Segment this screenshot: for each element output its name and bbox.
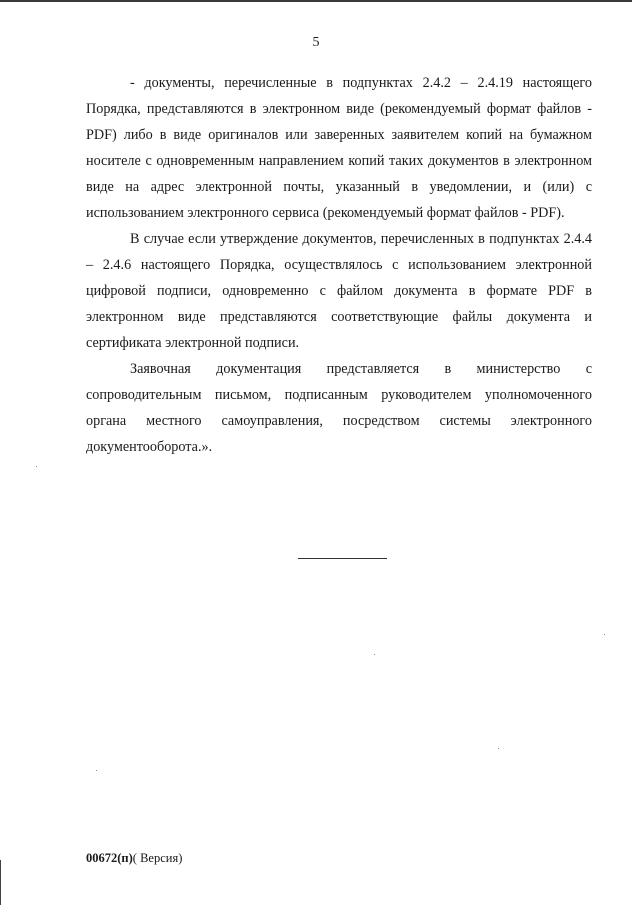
separator-line (298, 558, 387, 559)
footer-document-code (86, 851, 182, 866)
scan-speck (96, 770, 97, 771)
scan-speck (374, 654, 375, 655)
scan-speck (498, 748, 499, 749)
paragraph-digital-signature: В случае если утверждение документов, перечисленных в подпунктах 2.4.4 – 2.4.6 настоящего Порядка, осуществлялось с использованием электронной цифровой подписи, одновременно с файлом документа в формате PDF в электронном виде представляются соответствующие файлы документа и сертификата электронной подписи. (86, 231, 592, 351)
footer-code: 00672(п) (86, 851, 133, 865)
left-edge-mark (0, 860, 1, 905)
document-body (86, 70, 592, 460)
footer-version: ( Версия) (132, 851, 183, 865)
paragraph-application-submission: Заявочная документация представляется в министерство с сопроводительным письмом, подписанным руководителем уполномоченного органа местного самоуправления, посредством системы электронного документооборота.». (86, 361, 592, 455)
page-number: 5 (312, 35, 320, 50)
scan-speck (604, 634, 605, 635)
paragraph-documents-list: - документы, перечисленные в подпунктах 2.4.2 – 2.4.19 настоящего Порядка, представляются в электронном виде (рекомендуемый формат файлов - PDF) либо в виде оригиналов или заверенных заявителем копий на бумажном носителе с одновременным направлением копий таких документов в электронном виде на адрес электронной почты, указанный в уведомлении, и (или) с использованием электронного сервиса (рекомендуемый формат файлов - PDF). (86, 75, 592, 221)
top-border-line (0, 0, 632, 2)
scan-speck (36, 466, 37, 467)
